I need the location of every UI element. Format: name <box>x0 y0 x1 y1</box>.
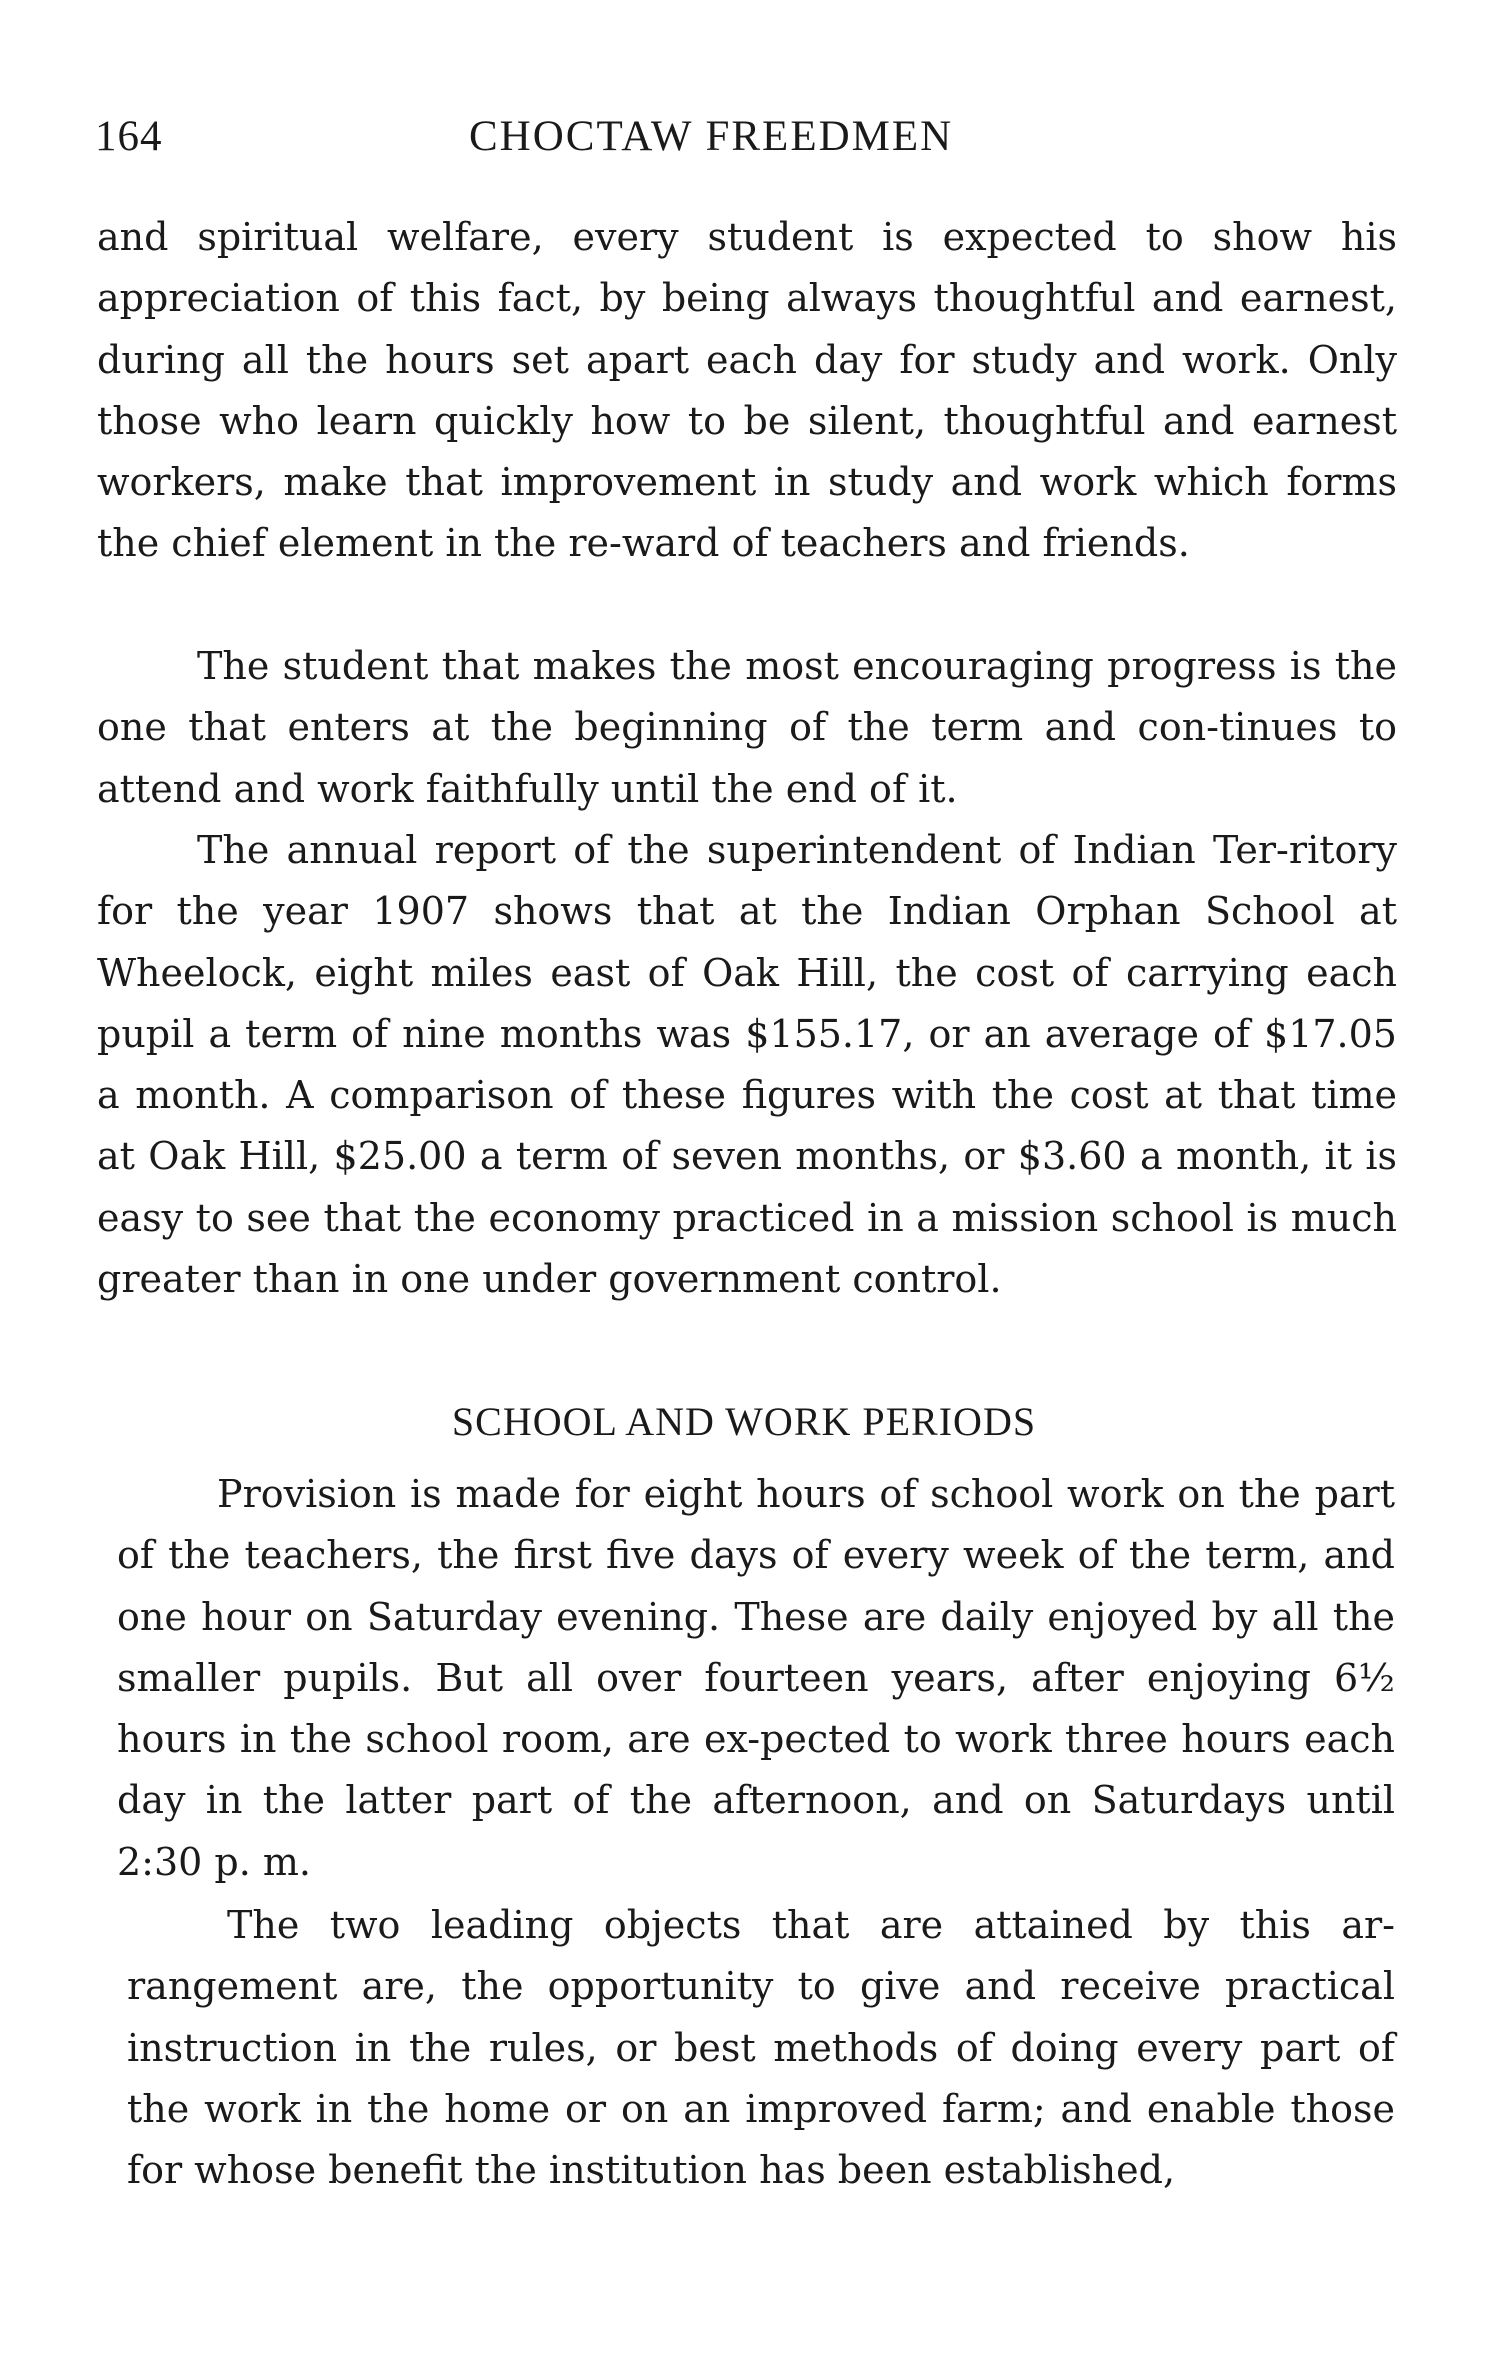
paragraph-annual-report: The annual report of the superintendent of Indian Ter-ritory for the year 1907 shows that at the Indian Orphan School at Wheelock, eight miles east of Oak Hill, the cost of carrying each pupil a term of nine months was $155.17, or an average of $17.05 a month. A comparison of these figures with the cost at that time at Oak Hill, $25.00 a term of seven months, or $3.60 a month, it is easy to see that the economy practiced in a mission school is much greater than in one under government control. <box>97 828 1397 1302</box>
section-heading: SCHOOL AND WORK PERIODS <box>451 1399 1037 1444</box>
running-head: CHOCTAW FREEDMEN <box>469 113 954 160</box>
page-number: 164 <box>95 113 163 160</box>
page-header <box>95 112 1395 172</box>
paragraph-school-hours: Provision is made for eight hours of school work on the part of the teachers, the first five days of every week of the term, and one hour on Saturday evening. These are daily enjoyed by all the smaller pupils. But all over fourteen years, after enjoying 6½ hours in the school room, are ex-pected to work three hours each day in the latter part of the afternoon, and on Saturdays until 2:30 p. m. <box>117 1472 1395 1884</box>
paragraph-student-progress: The student that makes the most encouraging progress is the one that enters at the beginning of the term and con-tinues to attend and work faithfully until the end of it. <box>97 644 1397 811</box>
paragraph-leading-objects: The two leading objects that are attained by this ar-rangement are, the opportunity to give and receive practical instruction in the rules, or best methods of doing every part of the work in the home or on an improved farm; and enable those for whose benefit the institution has been established, <box>127 1903 1395 2193</box>
paragraph-continued: and spiritual welfare, every student is expected to show his appreciation of this fact, by being always thoughtful and earnest, during all the hours set apart each day for study and work. Only those who learn quickly how to be silent, thoughtful and earnest workers, make that improvement in study and work which forms the chief element in the re-ward of teachers and friends. <box>97 215 1397 566</box>
